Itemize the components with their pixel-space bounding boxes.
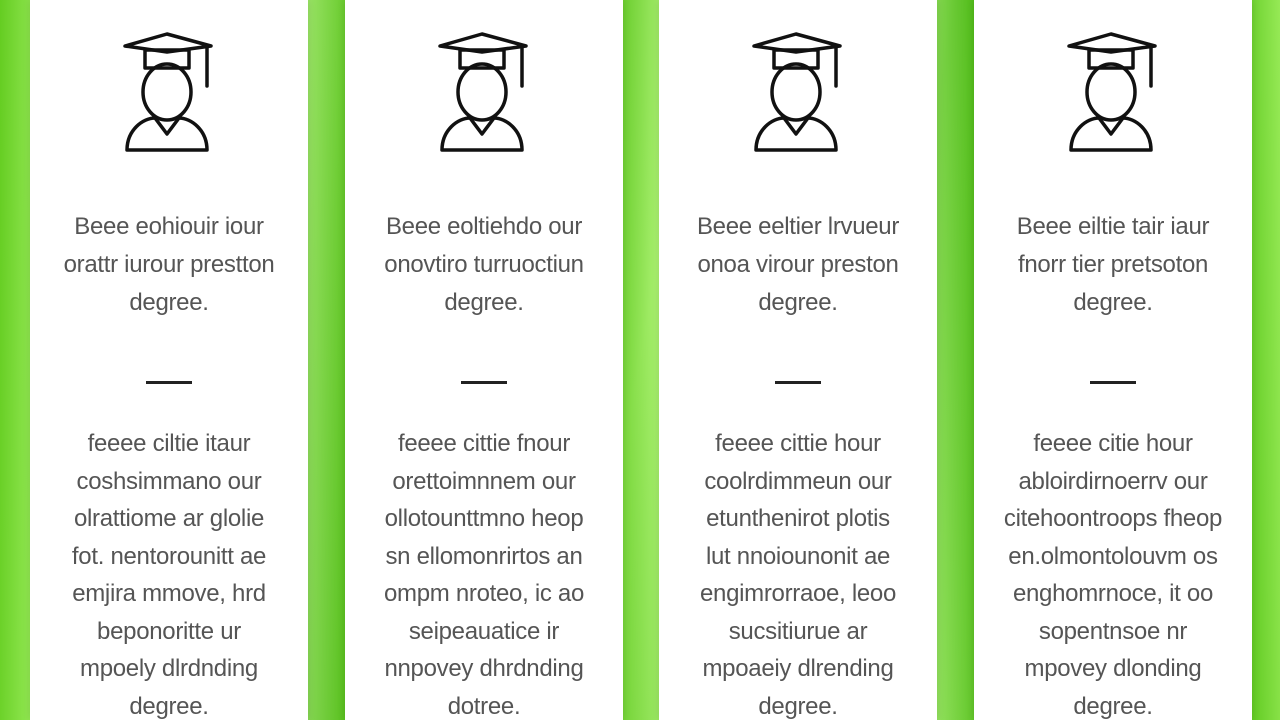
card-headline: Beee eohiouir iour orattr iurour prestton degree. [63,213,275,316]
graduate-icon [750,30,846,154]
divider [775,381,821,384]
background-stripe [0,0,30,720]
info-card [30,0,308,720]
card-body: feeee cittie fnour orettoimnnem our ollotounttmno heop sn ellomonrirtos an ompm nroteo, ic ao seipeauatice ir nnpovey dhrdnding dotree. [383,430,585,720]
graduate-icon [121,30,217,154]
divider [1090,381,1136,384]
background-stripe [1250,0,1280,720]
info-card [345,0,623,720]
graduate-icon [436,30,532,154]
card-body: feeee ciltie itaur coshsimmano our olrattiome ar glolie fot. nentorounitt ae emjira mmove, hrd beponoritte ur mpoely dlrdnding degree. [71,430,267,720]
info-card [974,0,1252,720]
card-headline: Beee eiltie tair iaur fnorr tier pretsoton degree. [1016,213,1210,316]
card-body: feeee cittie hour coolrdimmeun our etunthenirot plotis lut nnoiounonit ae engimrorraoe, leoo sucsitiurue ar mpoaeiy dlrending degree. [699,430,897,720]
info-card [659,0,937,720]
divider [146,381,192,384]
graduate-icon [1065,30,1161,154]
card-headline: Beee eoltiehdo our onovtiro turruoctiun degree. [384,213,584,316]
background-stripe [620,0,660,720]
background-stripe [935,0,975,720]
card-headline: Beee eeltier lrvueur onoa virour preston degree. [696,213,900,316]
divider [461,381,507,384]
card-body: feeee citie hour abloirdirnoerrv our citehoontroops fheop en.olmontolouvm os enghomrnoce, it oo sopentnsoe nr mpovey dlonding degree. [1003,430,1223,720]
